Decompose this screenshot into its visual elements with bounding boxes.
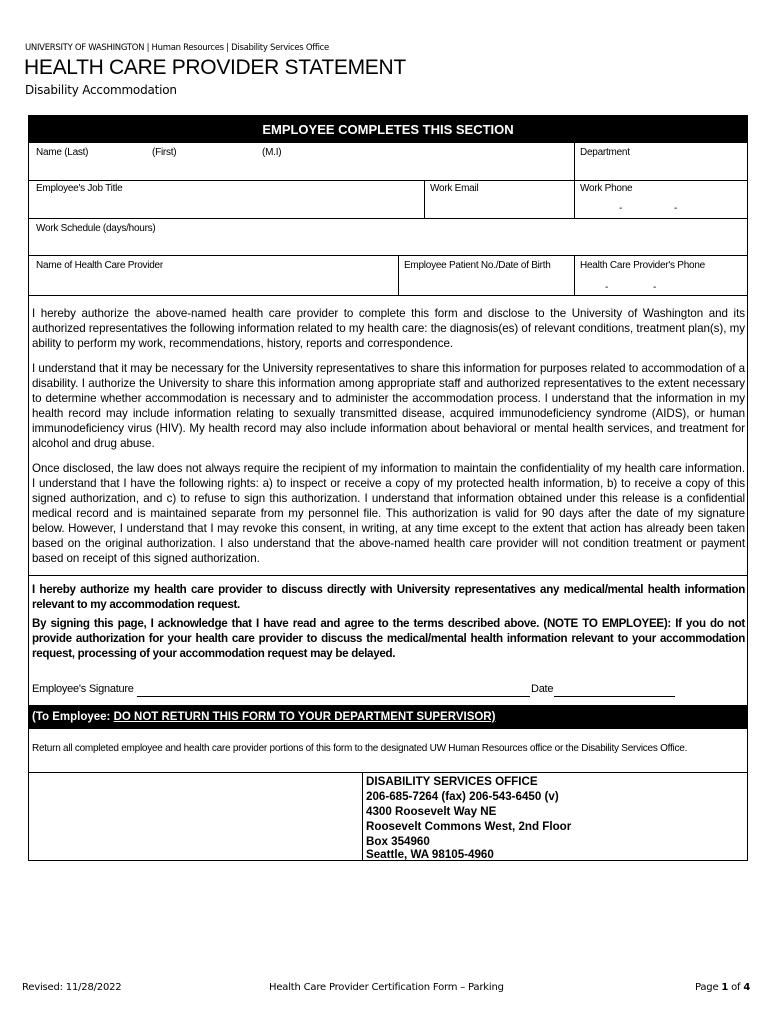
form-frame: [28, 115, 748, 861]
office-phones: 206-685-7264 (fax) 206-543-6450 (v): [366, 790, 559, 803]
page-current: 1: [721, 982, 729, 993]
name-first-label: (First): [152, 147, 177, 158]
provider-name-label: Name of Health Care Provider: [36, 260, 163, 271]
org-header-line: UNIVERSITY OF WASHINGTON | Human Resources | Disability Services Office: [25, 43, 329, 53]
patient-no-label: Employee Patient No./Date of Birth: [404, 260, 551, 271]
authorization-paragraph-1: I hereby authorize the above-named health care provider to complete this form and disclose to the University of Washington and its authorized representatives the following information related to my health care: the diagnosis(es) of relevant conditions, treatment plan(s), my ability to perform my work, recommendations, history, reports and correspondence.: [32, 307, 745, 350]
office-building: Roosevelt Commons West, 2nd Floor: [366, 820, 572, 833]
signature-line[interactable]: [137, 696, 530, 697]
name-last-label: Name (Last): [36, 147, 89, 158]
name-mi-label: (M.I): [262, 147, 282, 158]
work-phone-label: Work Phone: [580, 183, 633, 194]
footer-page-number: [695, 982, 750, 993]
phone-dash: -: [619, 203, 623, 214]
work-schedule-label: Work Schedule (days/hours): [36, 223, 156, 234]
phone-dash: -: [674, 203, 678, 214]
work-email-label: Work Email: [430, 183, 479, 194]
page-prefix: Page: [695, 982, 722, 993]
authorization-paragraph-3: Once disclosed, the law does not always require the recipient of my information to maintain the confidentiality of my health care information. I understand that I have the following rights: a) to inspect or receive a copy of my protected health information, b) to receive a copy of this signed authorization, and c) to refuse to sign this authorization. I understand that information obtained under this release is a confidential medical record and is maintained separate from my personnel file. This authorization is valid for 90 days after the date of my signature below. However, I understand that I may revoke this consent, in writing, at any time except to the extent that action has already been taken based on the original authorization. I also understand that the above-named health care provider will not condition treatment or payment based on receipt of this signed authorization.: [32, 462, 745, 565]
employee-section-heading: EMPLOYEE COMPLETES THIS SECTION: [29, 116, 747, 143]
date-label: Date: [531, 683, 554, 695]
authorization-paragraph-2: I understand that it may be necessary for the University representatives to share this information for purposes related to accommodation of a disability. I authorize the University to share this information among appropriate staff and authorized representatives to the extent necessary to determine whether accommodation is necessary and to administer the accommodation process. I understand that the information in my health record may include information relating to sexually transmitted disease, acquired immunodeficiency syndrome (AIDS), or human immunodeficiency virus (HIV). My health record may also include information about behavioral or mental health services, and treatment for alcohol and drug abuse.: [32, 362, 745, 450]
return-instructions: Return all completed employee and health care provider portions of this form to the designated UW Human Resources office or the Disability Services Office.: [32, 743, 688, 754]
office-name: DISABILITY SERVICES OFFICE: [366, 775, 538, 788]
office-box: Box 354960: [366, 835, 430, 848]
job-title-label: Employee's Job Title: [36, 183, 123, 194]
authorization-bold-1: I hereby authorize my health care provider to discuss directly with University representatives any medical/mental health information relevant to my accommodation request.: [32, 583, 745, 611]
return-notice-bar: [29, 705, 747, 729]
return-notice-warning: DO NOT RETURN THIS FORM TO YOUR DEPARTMENT SUPERVISOR): [113, 711, 496, 723]
signature-label: Employee's Signature: [32, 683, 134, 695]
phone-dash: -: [653, 282, 657, 293]
page-subtitle: Disability Accommodation: [25, 83, 177, 97]
page-total: 4: [743, 982, 751, 993]
return-notice-prefix: (To Employee:: [32, 711, 114, 723]
phone-dash: -: [605, 282, 609, 293]
department-label: Department: [580, 147, 630, 158]
office-street: 4300 Roosevelt Way NE: [366, 805, 497, 818]
footer-revised: Revised: 11/28/2022: [22, 982, 122, 993]
provider-phone-label: Health Care Provider's Phone: [580, 260, 705, 271]
footer-form-name: Health Care Provider Certification Form – Parking: [269, 982, 504, 993]
authorization-bold-2: By signing this page, I acknowledge that I have read and agree to the terms described above. (NOTE TO EMPLOYEE): If you do not provide authorization for your health care provider to discuss the medical/mental health information relevant to your accommodation request, processing of your accommodation request may be delayed.: [32, 617, 745, 660]
page-of: of: [728, 982, 744, 993]
office-city: Seattle, WA 98105-4960: [366, 848, 494, 861]
date-line[interactable]: [554, 696, 675, 697]
page-title: HEALTH CARE PROVIDER STATEMENT: [24, 56, 406, 79]
